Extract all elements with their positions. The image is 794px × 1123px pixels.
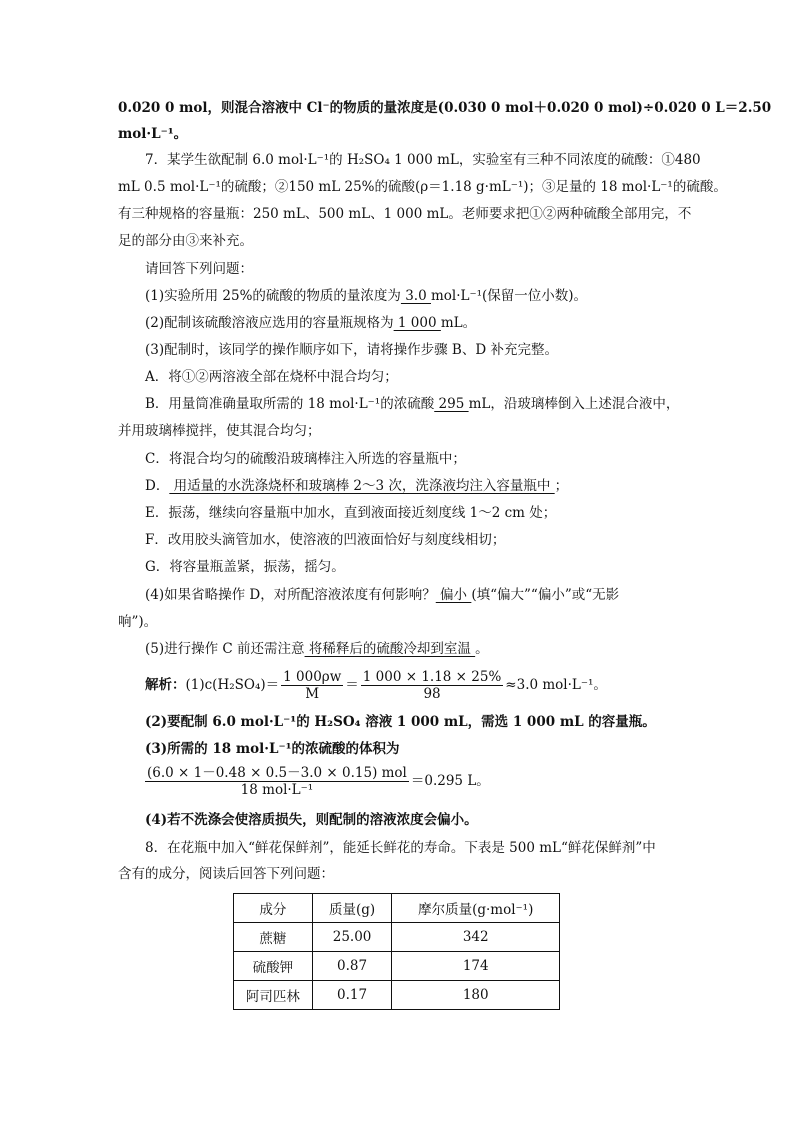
sub-question-3: (3)配制时，该同学的操作顺序如下，请将操作步骤 B、D 补充完整。 xyxy=(145,342,558,358)
solution-3-result: ＝0.295 L。 xyxy=(410,773,490,789)
solution-1-result: ≈3.0 mol·L⁻¹。 xyxy=(505,677,607,693)
sub-question-1 xyxy=(145,286,587,306)
table-row xyxy=(234,923,560,952)
solution-line-4: (4)若不洗涤会使溶质损失，则配制的溶液浓度会偏小。 xyxy=(145,812,478,828)
question-8-line-2: 含有的成分，阅读后回答下列问题： xyxy=(118,866,334,882)
table-row xyxy=(234,981,560,1010)
solution-line-2: (2)要配制 6.0 mol·L⁻¹的 H₂SO₄ 溶液 1 000 mL，需选 1 000 mL 的容量瓶。 xyxy=(145,714,656,730)
sub-question-5 xyxy=(145,639,489,659)
table-cell: 阿司匹林 xyxy=(234,981,313,1010)
sub-question-2-text: (2)配制该硫酸溶液应选用的容量瓶规格为 xyxy=(145,315,394,331)
answer-2: 1 000 xyxy=(393,315,441,331)
step-d-label: D． xyxy=(145,478,170,494)
step-f: F．改用胶头滴管加水，使溶液的凹液面恰好与刻度线相切； xyxy=(145,532,506,548)
step-a: A．将①②两溶液全部在烧杯中混合均匀； xyxy=(145,369,398,385)
sub-question-1-suffix: mol·L⁻¹(保留一位小数)。 xyxy=(430,288,588,304)
header-component: 成分 xyxy=(234,894,313,923)
fraction-3-numerator: (6.0 × 1－0.48 × 0.5－3.0 × 0.15) mol xyxy=(147,765,407,781)
step-b-suffix: mL，沿玻璃棒倒入上述混合液中， xyxy=(468,396,680,412)
step-d xyxy=(145,476,568,496)
formula-fraction-3 xyxy=(145,765,409,798)
table-cell: 0.17 xyxy=(312,981,392,1010)
question-7-line-2: mL 0.5 mol·L⁻¹的硫酸；②150 mL 25%的硫酸(ρ＝1.18 g·mL⁻¹)；③足量的 18 mol·L⁻¹的硫酸。 xyxy=(118,179,727,195)
ingredients-table xyxy=(233,893,560,1010)
sub-question-1-text: (1)实验所用 25%的硫酸的物质的量浓度为 xyxy=(145,288,401,304)
equals-sign: ＝ xyxy=(345,677,359,693)
step-g: G．将容量瓶盖紧，振荡，摇匀。 xyxy=(145,559,345,575)
header-molar-mass: 摩尔质量(g·mol⁻¹) xyxy=(392,894,560,923)
formula-fraction-2 xyxy=(361,669,504,702)
question-8-line-1: 8．在花瓶中加入“鲜花保鲜剂”，能延长鲜花的寿命。下表是 500 mL“鲜花保鲜剂”中 xyxy=(145,840,656,856)
sub-question-5-text: (5)进行操作 C 前还需注意 xyxy=(145,641,305,657)
question-7-line-4: 足的部分由③来补充。 xyxy=(118,233,253,249)
answer-step-d: 用适量的水洗涤烧杯和玻璃棒 2～3 次，洗涤液均注入容量瓶中 xyxy=(169,478,555,494)
table-header-row xyxy=(234,894,560,923)
answer-step-b: 295 xyxy=(434,396,469,412)
continuation-line-2: mol·L⁻¹。 xyxy=(118,126,188,142)
table-cell: 342 xyxy=(392,923,560,952)
step-d-suffix: ； xyxy=(554,478,569,494)
sub-question-2-suffix: mL。 xyxy=(440,315,477,331)
question-7-prompt: 请回答下列问题： xyxy=(145,261,253,277)
step-b-text: B．用量筒准确量取所需的 18 mol·L⁻¹的浓硫酸 xyxy=(145,396,435,412)
fraction-1-denominator: M xyxy=(305,686,320,702)
answer-1: 3.0 xyxy=(400,288,431,304)
solution-line-3: (3)所需的 18 mol·L⁻¹的浓硫酸的体积为 xyxy=(145,741,400,757)
sub-question-4-line-2: 响”)。 xyxy=(118,614,158,630)
fraction-2-numerator: 1 000 × 1.18 × 25% xyxy=(362,669,502,685)
question-7-line-3: 有三种规格的容量瓶：250 mL、500 mL、1 000 mL。老师要求把①②两种硫酸全部用完，不 xyxy=(118,206,692,222)
table-cell: 25.00 xyxy=(312,923,392,952)
table-cell: 0.87 xyxy=(312,952,392,981)
solution-1-prefix: (1)c(H₂SO₄)＝ xyxy=(185,677,280,693)
step-b-line-2: 并用玻璃棒搅拌，使其混合均匀； xyxy=(118,423,321,439)
formula-fraction-1 xyxy=(281,669,343,702)
solution-line-1 xyxy=(145,668,607,702)
header-mass: 质量(g) xyxy=(312,894,392,923)
sub-question-2 xyxy=(145,313,476,333)
table-cell: 硫酸钾 xyxy=(234,952,313,981)
table-row xyxy=(234,952,560,981)
step-e: E．振荡，继续向容量瓶中加水，直到液面接近刻度线 1～2 cm 处； xyxy=(145,505,557,521)
sub-question-4 xyxy=(145,585,619,605)
sub-question-4-suffix: (填“偏大”“偏小”或“无影 xyxy=(471,587,620,603)
table-cell: 174 xyxy=(392,952,560,981)
step-c: C．将混合均匀的硫酸沿玻璃棒注入所选的容量瓶中； xyxy=(145,451,466,467)
table-cell: 180 xyxy=(392,981,560,1010)
fraction-1-numerator: 1 000ρw xyxy=(283,669,342,685)
answer-5: 将稀释后的硫酸冷却到室温 xyxy=(304,641,476,657)
continuation-line-1: 0.020 0 mol，则混合溶液中 Cl⁻的物质的量浓度是(0.030 0 mol＋0.020 0 mol)÷0.020 0 L＝2.50 xyxy=(118,100,772,116)
solution-label: 解析： xyxy=(145,677,186,693)
answer-4: 偏小 xyxy=(435,587,472,603)
question-7-line-1: 7．某学生欲配制 6.0 mol·L⁻¹的 H₂SO₄ 1 000 mL，实验室有三种不同浓度的硫酸：①480 xyxy=(145,152,701,168)
sub-question-5-suffix: 。 xyxy=(475,641,489,657)
solution-line-3-formula xyxy=(145,764,490,798)
table-cell: 蔗糖 xyxy=(234,923,313,952)
fraction-2-denominator: 98 xyxy=(423,686,441,702)
step-b xyxy=(145,394,679,414)
sub-question-4-text: (4)如果省略操作 D，对所配溶液浓度有何影响？ xyxy=(145,587,436,603)
fraction-3-denominator: 18 mol·L⁻¹ xyxy=(240,782,314,798)
